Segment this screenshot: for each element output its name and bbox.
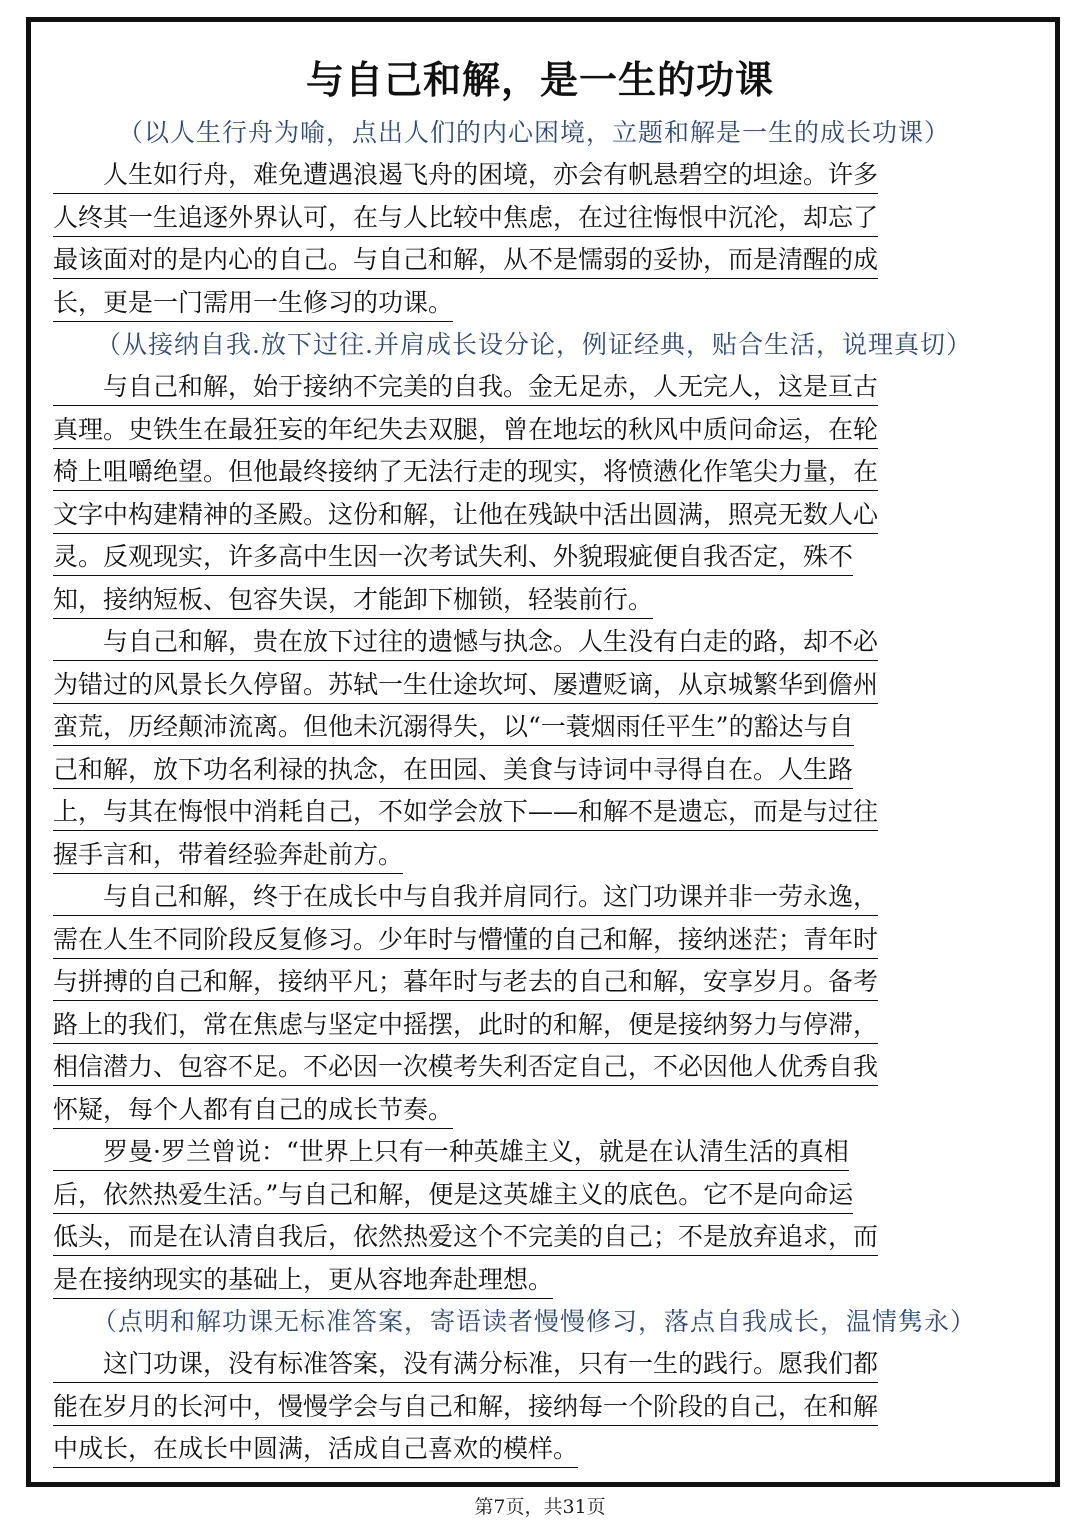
text-line: 中成长，在成长中圆满，活成自己喜欢的模样。 <box>53 1428 1015 1471</box>
annotation-note: （点明和解功课无标准答案，寄语读者慢慢修习，落点自我成长，温情隽永） <box>91 1307 976 1336</box>
page-number: 第7页，共31页 <box>474 1496 606 1518</box>
text-line: 与自己和解，终于在成长中与自我并肩同行。这门功课并非一劳永逸， <box>53 876 1015 919</box>
paragraph <box>53 1131 1015 1301</box>
text-line: 与拼搏的自己和解，接纳平凡；暮年时与老去的自己和解，安享岁月。备考 <box>53 961 1015 1004</box>
text-line: 灵。反观现实，许多高中生因一次考试失利、外貌瑕疵便自我否定，殊不 <box>53 536 1015 579</box>
text-line: 是在接纳现实的基础上，更从容地奔赴理想。 <box>53 1259 1015 1302</box>
text-line: 己和解，放下功名利禄的执念，在田园、美食与诗词中寻得自在。人生路 <box>53 749 1015 792</box>
text-line: 罗曼·罗兰曾说：“世界上只有一种英雄主义，就是在认清生活的真相 <box>53 1131 1015 1174</box>
text-line: 后，依然热爱生活。”与自己和解，便是这英雄主义的底色。它不是向命运 <box>53 1174 1015 1217</box>
text-line: 与自己和解，始于接纳不完美的自我。金无足赤，人无完人，这是亘古 <box>53 366 1015 409</box>
text-line: 上，与其在悔恨中消耗自己，不如学会放下——和解不是遗忘，而是与过往 <box>53 791 1015 834</box>
paragraph <box>53 154 1015 324</box>
text-line: 这门功课，没有标准答案，没有满分标准，只有一生的践行。愿我们都 <box>53 1343 1015 1386</box>
paragraph <box>53 366 1015 621</box>
text-line: 能在岁月的长河中，慢慢学会与自己和解，接纳每一个阶段的自己，在和解 <box>53 1386 1015 1429</box>
essay-title: 与自己和解，是一生的功课 <box>305 58 774 102</box>
text-line: 人生如行舟，难免遭遇浪遏飞舟的困境，亦会有帆悬碧空的坦途。许多 <box>53 154 1015 197</box>
text-line: 相信潜力、包容不足。不必因一次模考失利否定自己，不必因他人优秀自我 <box>53 1046 1015 1089</box>
text-line: 人终其一生追逐外界认可，在与人比较中焦虑，在过往悔恨中沉沦，却忘了 <box>53 197 1015 240</box>
paragraph <box>53 1343 1015 1471</box>
text-line: 最该面对的是内心的自己。与自己和解，从不是懦弱的妥协，而是清醒的成 <box>53 239 1015 282</box>
text-line: 文字中构建精神的圣殿。这份和解，让他在残缺中活出圆满，照亮无数人心 <box>53 494 1015 537</box>
text-line: 握手言和，带着经验奔赴前方。 <box>53 834 1015 877</box>
text-line: 与自己和解，贵在放下过往的遗憾与执念。人生没有白走的路，却不必 <box>53 621 1015 664</box>
text-line: 低头，而是在认清自我后，依然热爱这个不完美的自己；不是放弃追求，而 <box>53 1216 1015 1259</box>
text-line: 长，更是一门需用一生修习的功课。 <box>53 282 1015 325</box>
text-line: 知，接纳短板、包容失误，才能卸下枷锁，轻装前行。 <box>53 579 1015 622</box>
annotation-note: （从接纳自我.放下过往.并肩成长设分论，例证经典，贴合生活，说理真切） <box>96 330 972 359</box>
paragraph <box>53 876 1015 1131</box>
annotation-note: （以人生行舟为喻，点出人们的内心困境，立题和解是一生的成长功课） <box>117 118 950 147</box>
text-line: 需在人生不同阶段反复修习。少年时与懵懂的自己和解，接纳迷茫；青年时 <box>53 919 1015 962</box>
text-line: 椅上咀嚼绝望。但他最终接纳了无法行走的现实，将愤懑化作笔尖力量，在 <box>53 451 1015 494</box>
text-line: 蛮荒，历经颠沛流离。但他未沉溺得失，以“一蓑烟雨任平生”的豁达与自 <box>53 706 1015 749</box>
paragraph <box>53 621 1015 876</box>
text-line: 怀疑，每个人都有自己的成长节奏。 <box>53 1089 1015 1132</box>
text-line: 为错过的风景长久停留。苏轼一生仕途坎坷、屡遭贬谪，从京城繁华到儋州 <box>53 664 1015 707</box>
text-line: 路上的我们，常在焦虑与坚定中摇摆，此时的和解，便是接纳努力与停滞， <box>53 1004 1015 1047</box>
essay-body <box>53 112 1015 1471</box>
text-line: 真理。史铁生在最狂妄的年纪失去双腿，曾在地坛的秋风中质问命运，在轮 <box>53 409 1015 452</box>
